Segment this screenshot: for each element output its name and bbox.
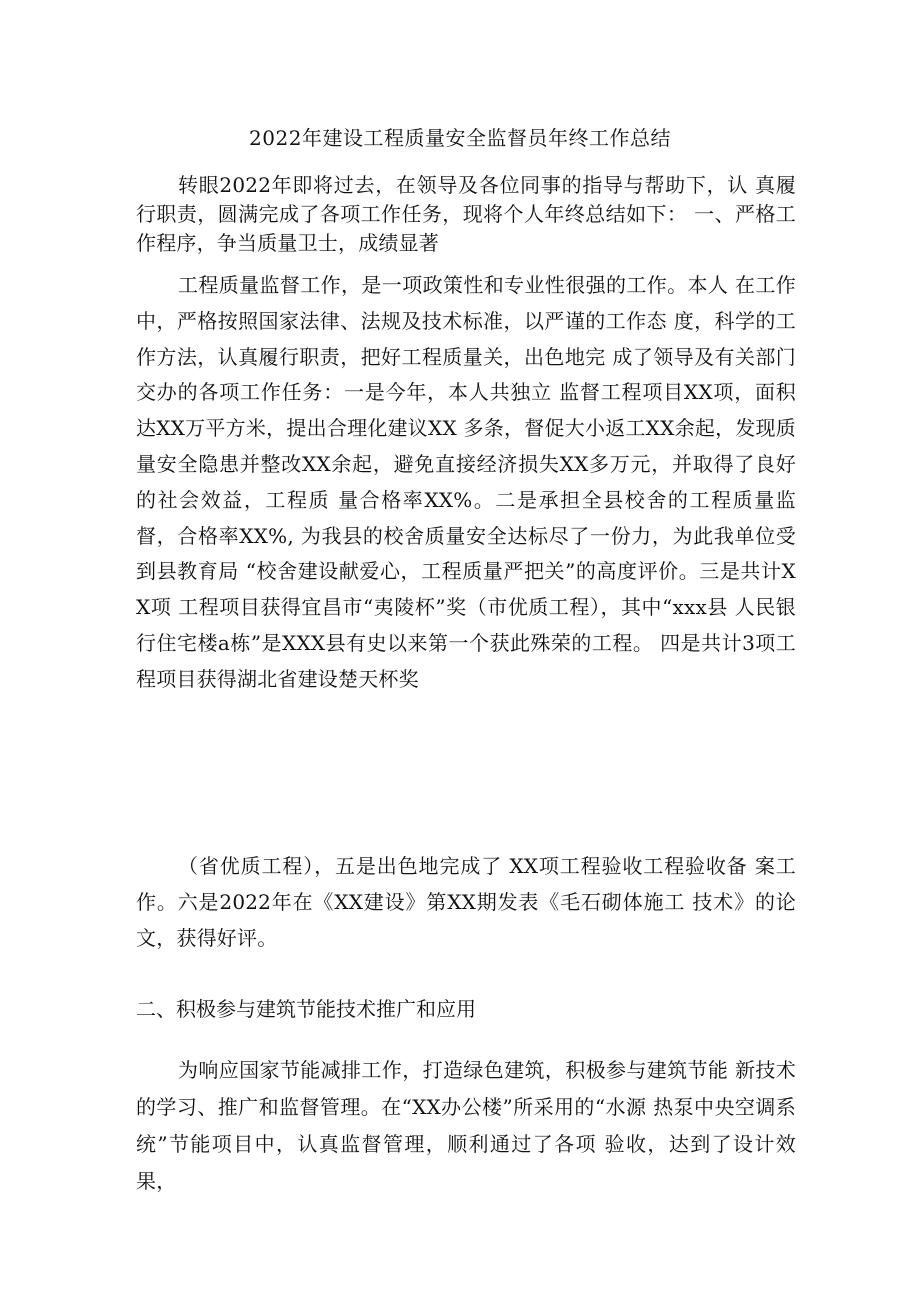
- section-heading-energy-saving: 二、积极参与建筑节能技术推广和应用: [136, 997, 476, 1021]
- document-title: 2022年建设工程质量安全监督员年终工作总结: [249, 126, 671, 150]
- paragraph-intro: 转眼2022年即将过去，在领导及各位同事的指导与帮助下，认 真履行职责，圆满完成了各项工作任务，现将个人年终总结如下： 一、严格工作程序，争当质量卫士，成绩显著: [136, 173, 796, 255]
- paragraph-energy-saving: 为响应国家节能减排工作，打造绿色建筑，积极参与建筑节能 新技术的学习、推广和监督管理。在“XX办公楼”所采用的“水源 热泵中央空调系统”节能项目中，认真监督管理，顺利通过了各项 验收，达到了设计效果，: [136, 1058, 796, 1193]
- paragraph-quality-supervision: 工程质量监督工作，是一项政策性和专业性很强的工作。本人 在工作中，严格按照国家法律、法规及技术标准，以严谨的工作态 度，科学的工作方法，认真履行职责，把好工程质量关，出色地完 成了领导及有关部门交办的各项工作任务：一是今年，本人共独立 监督工程项目XX项，面积达XX万平方米，提出合理化建议XX 多条，督促大小返工XX余起，发现质量安全隐患并整改XX余起，避免直接经济损失XX多万元，并取得了良好的社会效益，工程质 量合格率XX%。二是承担全县校舍的工程质量监督，合格率XX%, 为我县的校舍质量安全达标尽了一份力，为此我单位受到县教育局 “校舍建设献爱心，工程质量严把关”的高度评价。三是共计XX项 工程项目获得宜昌市“夷陵杯”奖（市优质工程），其中“xxx县 人民银行住宅楼a栋”是XXX县有史以来第一个获此殊荣的工程。 四是共计3项工程项目获得湖北省建设楚天杯奖: [136, 273, 796, 691]
- paragraph-provincial-award: （省优质工程），五是出色地完成了 XX项工程验收工程验收备 案工作。六是2022年在《XX建设》第XX期发表《毛石砌体施工 技术》的论文，获得好评。: [136, 854, 796, 950]
